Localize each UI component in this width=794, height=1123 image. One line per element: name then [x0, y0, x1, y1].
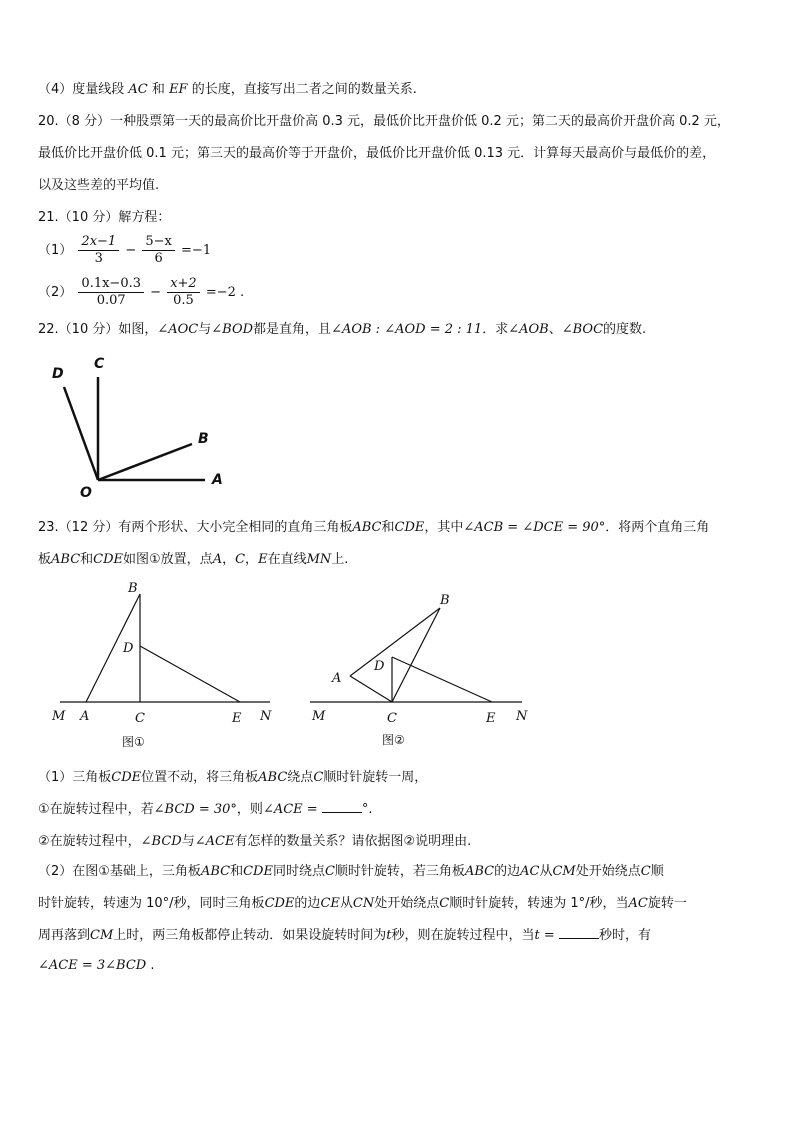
p1ii-a: ②在旋转过程中， — [38, 834, 141, 849]
q4-text-end: 的长度，直接写出二者之间的数量关系. — [191, 82, 417, 97]
ray-od — [64, 387, 98, 480]
eq1-fraction2 — [142, 234, 175, 267]
angle-ratio: ∠AOB : ∠AOD = 2 : 11 — [331, 322, 483, 337]
side-ce: CE — [320, 896, 340, 911]
right-angle-eq: ∠ACB = ∠DCE = 90° — [463, 520, 606, 535]
p2-l2-f: 旋转一 — [647, 896, 687, 911]
comma: ， — [222, 552, 236, 567]
q21-title: 21.（10 分）解方程： — [38, 210, 171, 225]
q4-text: （4）度量线段 — [38, 82, 125, 97]
q23-l1-b: 和 — [381, 520, 395, 535]
p2-l3-c: 秒，则在旋转过程中，当 — [391, 928, 535, 943]
p1-b: 位置不动，将三角板 — [141, 770, 259, 785]
var-t: t — [386, 928, 392, 943]
point-a: A — [212, 552, 223, 567]
fig1-label-n: N — [260, 709, 272, 724]
p2-l2-a: 时针旋转，转速为 10°/秒，同时三角板 — [38, 896, 265, 911]
q23-part2-line1 — [38, 862, 664, 882]
triangle-cde: CDE — [243, 864, 273, 879]
comma: ， — [245, 552, 259, 567]
point-c: C — [439, 896, 450, 911]
triangle-abc: ABC — [51, 552, 81, 567]
p2-l1-e: 的边 — [494, 864, 521, 879]
ray-ob — [98, 444, 192, 480]
q23-part1 — [38, 768, 427, 788]
p1-c: 绕点 — [287, 770, 314, 785]
eq2-den2: 0.5 — [173, 293, 194, 308]
triangle-abc: ABC — [258, 770, 288, 785]
point-c: C — [313, 770, 324, 785]
segment-ef: EF — [169, 82, 188, 97]
p1i-a: ①在旋转过程中，若 — [38, 802, 154, 817]
fig2-label-c: C — [387, 711, 397, 726]
fig1-label-a: A — [80, 709, 90, 724]
p1ii-c: 有怎样的数量关系？请依据图②说明理由. — [234, 834, 472, 849]
q23-figure-2 — [300, 578, 540, 758]
t-equals: t = — [534, 928, 555, 943]
fig2-label-a: A — [332, 671, 342, 686]
q22-text-b: 与 — [198, 322, 212, 337]
label-c: C — [94, 356, 105, 372]
angle-bod: ∠BOD — [211, 322, 254, 337]
q23-l1-a: 23.（12 分）有两个形状、大小完全相同的直角三角板 — [38, 520, 353, 535]
eq2-rhs: =−2 . — [205, 285, 245, 300]
q21-eq1 — [38, 234, 211, 267]
q4-text-and: 和 — [151, 82, 165, 97]
q23-part1-i — [38, 800, 372, 820]
p1-d: 顺时针旋转一周， — [323, 770, 428, 785]
answer-blank-1 — [322, 800, 362, 813]
p2-l1-b: 和 — [230, 864, 244, 879]
line-mn: MN — [306, 552, 332, 567]
p2-l3-a: 周再落到 — [38, 928, 91, 943]
q22-text-e: 的度数. — [603, 322, 647, 337]
fig2-label-b: B — [440, 593, 450, 608]
angle-condition: ∠ACE = 3∠BCD — [38, 958, 147, 973]
q22-text — [38, 320, 646, 340]
ray-cm: CM — [552, 864, 576, 879]
q22-text-c: 都是直角，且 — [253, 322, 332, 337]
side-de-2 — [392, 657, 492, 702]
fig2-label-m: M — [312, 709, 326, 724]
q23-l2-c: 如图①放置，点 — [123, 552, 213, 567]
eq1-op: − — [125, 243, 137, 258]
label-b: B — [198, 431, 209, 447]
q23-l2-d: 在直线 — [267, 552, 307, 567]
fig2-caption: 图② — [382, 733, 405, 747]
label-a: A — [212, 472, 223, 488]
q22-text-d: ．求 — [482, 322, 509, 337]
ray-cm: CM — [90, 928, 114, 943]
p2-l2-b: 的边 — [294, 896, 321, 911]
eq1-num2: 5−x — [142, 234, 175, 251]
eq1-den1: 3 — [94, 251, 103, 266]
p2-l1-d: 顺时针旋转，若三角板 — [334, 864, 465, 879]
label-d: D — [52, 366, 64, 382]
p2-l1-a: （2）在图①基础上，三角板 — [38, 864, 201, 879]
label-o: O — [80, 485, 92, 501]
fig1-caption: 图① — [122, 735, 145, 749]
q23-part2-line3 — [38, 926, 651, 946]
eq2-label: （2） — [38, 285, 73, 300]
ask-ace: ∠ACE = — [262, 802, 318, 817]
p2-l2-c: 从 — [339, 896, 353, 911]
fig1-label-m: M — [52, 709, 66, 724]
eq2-num1: 0.1x−0.3 — [78, 276, 144, 293]
side-de — [140, 646, 240, 702]
triangle-abc: ABC — [464, 864, 495, 879]
point-e: E — [258, 552, 268, 567]
q22-angle-figure — [40, 345, 240, 505]
angle-aoc: ∠AOC — [157, 322, 199, 337]
eq1-rhs: =−1 — [181, 243, 212, 258]
eq2-den1: 0.07 — [96, 293, 126, 308]
p1ii-b: 与 — [181, 834, 195, 849]
q23-l1-c: ，其中 — [424, 520, 464, 535]
p2-l1-g: 处开始绕点 — [575, 864, 641, 879]
q23-part2-line4 — [38, 956, 154, 976]
eq2-num2: x+2 — [167, 276, 200, 293]
p1i-b: ，则 — [236, 802, 263, 817]
eq2-op: − — [150, 285, 162, 300]
q23-part2-line2 — [38, 894, 687, 914]
p2-l1-c: 同时绕点 — [272, 864, 325, 879]
eq2-fraction2 — [167, 276, 200, 309]
q23-l1-d: ．将两个直角三角 — [605, 520, 710, 535]
side-ca-2 — [350, 676, 392, 702]
angle-bcd: ∠BCD — [140, 834, 182, 849]
q22-sep: 、 — [548, 322, 562, 337]
fig1-label-e: E — [232, 711, 242, 726]
fig1-label-c: C — [135, 711, 145, 726]
p2-l2-e: 顺时针旋转，转速为 1°/秒，当 — [449, 896, 629, 911]
q23-line1 — [38, 518, 709, 538]
point-c: C — [235, 552, 246, 567]
triangle-cde: CDE — [93, 552, 124, 567]
eq1-fraction1 — [78, 234, 119, 267]
q20-line3: 以及这些差的平均值. — [38, 178, 160, 193]
q22-text-a: 22.（10 分）如图， — [38, 322, 158, 337]
side-ac: AC — [520, 864, 540, 879]
eq1-den2: 6 — [154, 251, 163, 266]
p2-l1-h: 顺 — [650, 864, 664, 879]
p2-l4-end: . — [146, 958, 155, 973]
fig2-label-e: E — [486, 711, 496, 726]
eq1-num1: 2x−1 — [78, 234, 119, 251]
fig2-label-n: N — [516, 709, 528, 724]
q23-line2 — [38, 550, 348, 570]
triangle-abc: ABC — [200, 864, 231, 879]
angle-aob: ∠AOB — [508, 322, 549, 337]
p1-a: （1）三角板 — [38, 770, 112, 785]
q23-part1-ii — [38, 832, 471, 852]
fig1-label-b: B — [128, 581, 138, 596]
side-bc-2 — [392, 608, 440, 702]
triangle-abc: ABC — [352, 520, 382, 535]
segment-ac: AC — [128, 82, 148, 97]
point-c: C — [324, 864, 335, 879]
eq2-fraction1 — [78, 276, 144, 309]
side-ab-2 — [350, 608, 440, 676]
p2-l3-d: 秒时，有 — [598, 928, 651, 943]
triangle-cde: CDE — [264, 896, 295, 911]
p2-l1-f: 从 — [539, 864, 553, 879]
q21-eq2 — [38, 276, 244, 309]
p2-l2-d: 处开始绕点 — [374, 896, 440, 911]
fig2-label-d: D — [374, 659, 385, 674]
q23-l2-a: 板 — [38, 552, 52, 567]
p1i-c: °. — [361, 802, 373, 817]
side-ac: AC — [628, 896, 648, 911]
p2-l3-b: 上时，两三角板都停止转动．如果设旋转时间为 — [113, 928, 387, 943]
angle-ace: ∠ACE — [194, 834, 235, 849]
triangle-cde: CDE — [394, 520, 425, 535]
point-c: C — [640, 864, 651, 879]
q20-line1: 20.（8 分）一种股票第一天的最高价比开盘价高 0.3 元，最低价比开盘价低 0.2 元；第二天的最高价开盘价高 0.2 元， — [38, 114, 730, 129]
condition-bcd: ∠BCD = 30° — [153, 802, 237, 817]
angle-boc: ∠BOC — [561, 322, 604, 337]
answer-blank-2 — [559, 926, 599, 939]
fig1-label-d: D — [123, 641, 134, 656]
q20-line2: 最低价比开盘价低 0.1 元；第三天的最高价等于开盘价，最低价比开盘价低 0.13 元．计算每天最高价与最低价的差， — [38, 146, 716, 161]
triangle-cde: CDE — [111, 770, 142, 785]
q23-l2-b: 和 — [80, 552, 94, 567]
q4-item — [38, 80, 417, 100]
q23-figure-1 — [40, 578, 290, 758]
q23-l2-e: 上. — [331, 552, 349, 567]
eq1-label: （1） — [38, 243, 73, 258]
ray-cn: CN — [352, 896, 375, 911]
